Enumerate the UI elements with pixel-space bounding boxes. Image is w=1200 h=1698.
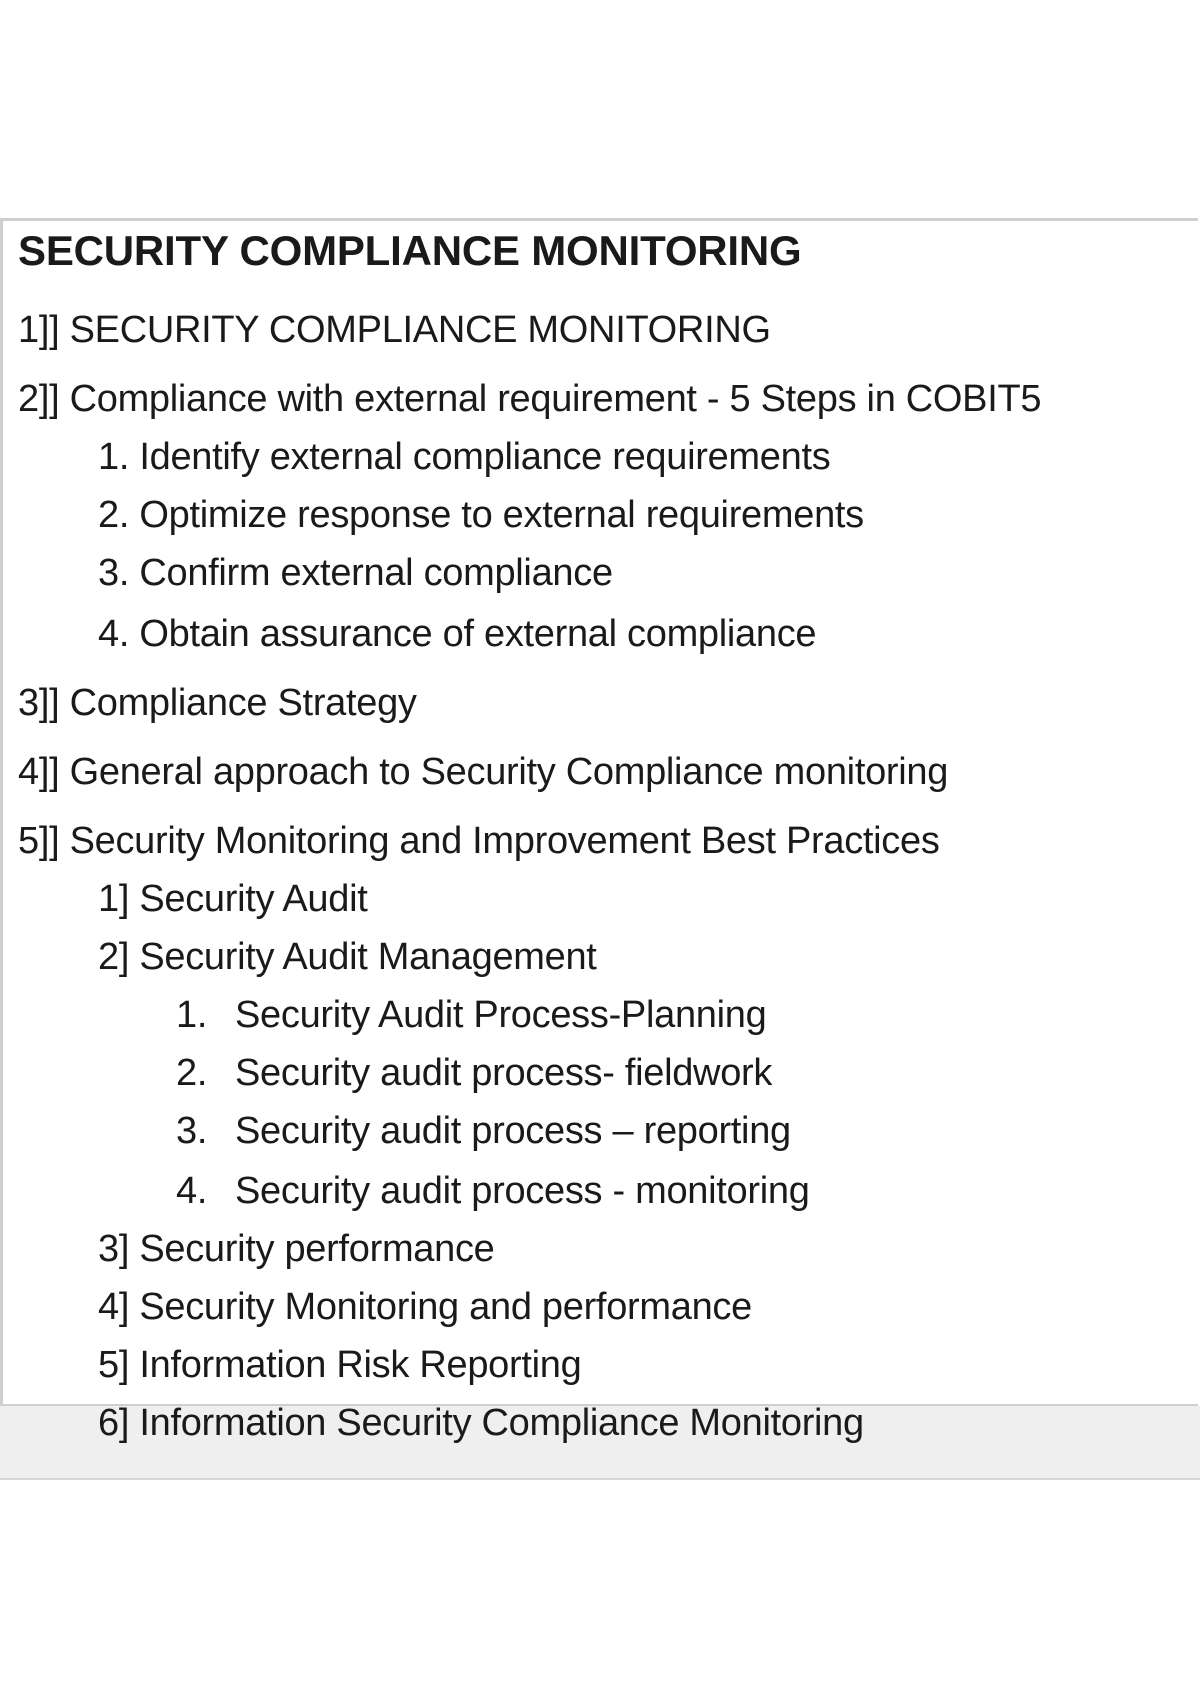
- audit-step-4-number: 4.: [176, 1170, 208, 1212]
- section-2-item-2: 2. Optimize response to external requirements: [98, 494, 864, 536]
- section-3: 3]] Compliance Strategy: [18, 682, 417, 724]
- audit-step-4-text: Security audit process - monitoring: [235, 1170, 810, 1212]
- section-2-item-4: 4. Obtain assurance of external compliance: [98, 613, 817, 655]
- audit-step-1-text: Security Audit Process-Planning: [235, 994, 767, 1036]
- section-5-item-6: 6] Information Security Compliance Monitoring: [98, 1402, 864, 1444]
- section-4: 4]] General approach to Security Compliance monitoring: [18, 751, 949, 793]
- page-title: SECURITY COMPLIANCE MONITORING: [18, 227, 802, 274]
- audit-step-3-text: Security audit process – reporting: [235, 1110, 791, 1152]
- audit-step-2-number: 2.: [176, 1052, 208, 1094]
- section-2-item-1: 1. Identify external compliance requirements: [98, 436, 831, 478]
- section-5-item-2: 2] Security Audit Management: [98, 936, 597, 978]
- section-5-item-1: 1] Security Audit: [98, 878, 368, 920]
- section-2-item-3: 3. Confirm external compliance: [98, 552, 613, 594]
- section-2: 2]] Compliance with external requirement - 5 Steps in COBIT5: [18, 378, 1042, 420]
- audit-step-1-number: 1.: [176, 994, 208, 1036]
- section-5: 5]] Security Monitoring and Improvement Best Practices: [18, 820, 940, 862]
- audit-step-2-text: Security audit process- fieldwork: [235, 1052, 773, 1094]
- section-5-item-4: 4] Security Monitoring and performance: [98, 1286, 752, 1328]
- audit-step-3-number: 3.: [176, 1110, 208, 1152]
- section-5-item-5: 5] Information Risk Reporting: [98, 1344, 582, 1386]
- section-5-item-3: 3] Security performance: [98, 1228, 495, 1270]
- section-1: 1]] SECURITY COMPLIANCE MONITORING: [18, 309, 771, 351]
